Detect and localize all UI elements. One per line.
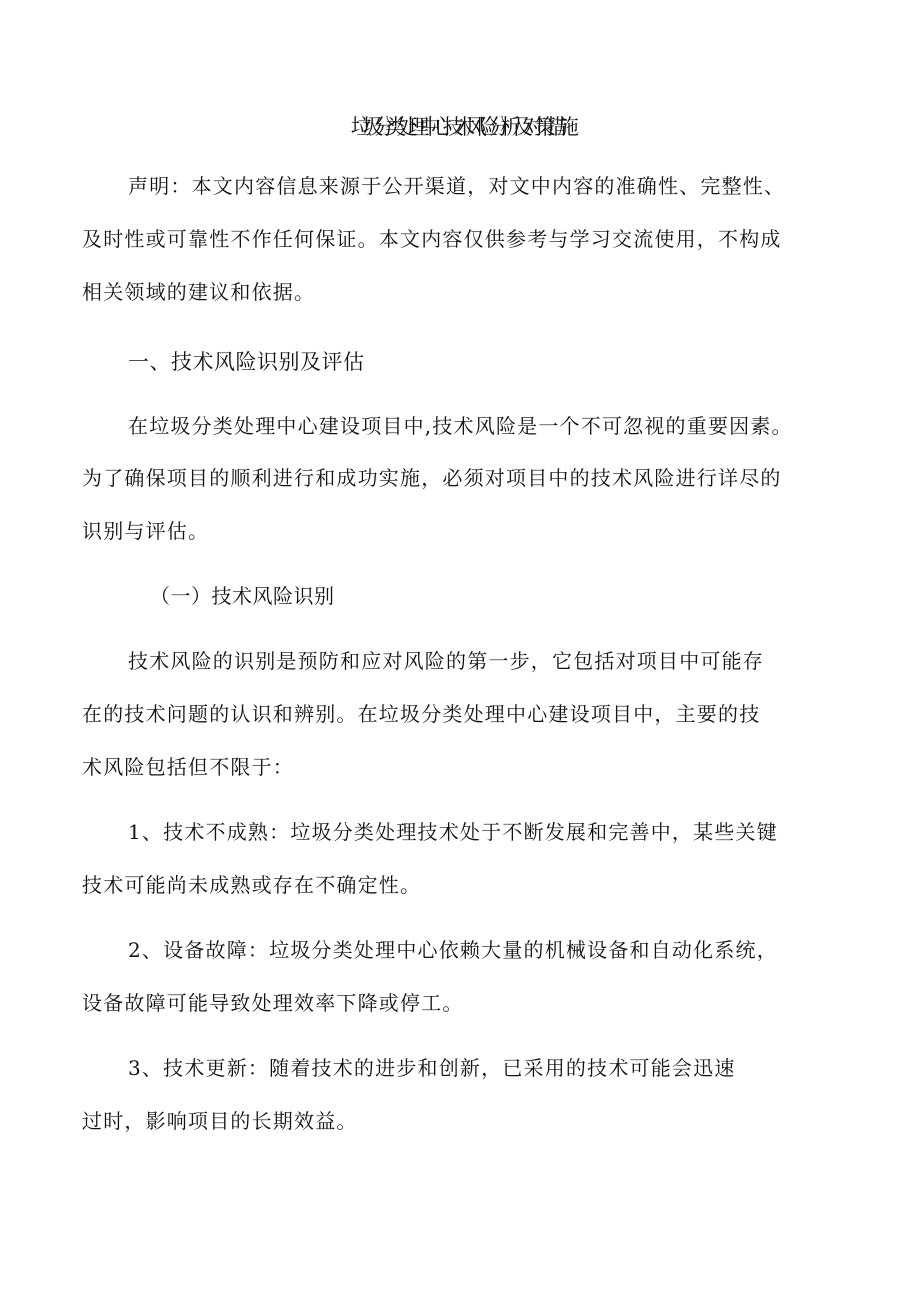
section-heading: 一、技术风险识别及评估 xyxy=(128,350,365,374)
disclaimer-line-3: 相关领域的建议和依据。 xyxy=(82,280,316,304)
list-item-1-line-2: 技术可能尚未成熟或存在不确定性。 xyxy=(82,873,422,897)
section-intro-line-1: 在垃圾分类处理中心建设项目中,技术风险是一个不可忽视的重要因素。 xyxy=(128,414,793,438)
list-item-1-line-1: 1、技术不成熟：垃圾分类处理技术处于不断发展和完善中，某些关键 xyxy=(128,820,778,844)
list-item-2-line-2: 设备故障可能导致处理效率下降或停工。 xyxy=(82,991,464,1015)
disclaimer-line-2: 及时性或可靠性不作任何保证。本文内容仅供参考与学习交流使用，不构成 xyxy=(82,227,782,251)
subsection-intro-line-3: 术风险包括但不限于： xyxy=(82,755,294,779)
section-intro-line-2: 为了确保项目的顺利进行和成功实施，必须对项目中的技术风险进行详尽的 xyxy=(82,466,782,490)
subsection-heading: （一）技术风险识别 xyxy=(150,584,335,608)
disclaimer-line-1: 声明：本文内容信息来源于公开渠道，对文中内容的准确性、完整性、 xyxy=(128,174,786,198)
list-item-3-line-2: 过时，影响项目的长期效益。 xyxy=(82,1109,358,1133)
subsection-intro-line-1: 技术风险的识别是预防和应对风险的第一步，它包括对项目中可能存 xyxy=(128,649,764,673)
subsection-intro-line-2: 在的技术问题的认识和辨别。在垃圾分类处理中心建设项目中，主要的技 xyxy=(82,702,761,726)
document-title: 垃圾分类处理中心技术风险分析及对策措施 xyxy=(350,115,570,139)
list-item-3-line-1: 3、技术更新：随着技术的进步和创新，已采用的技术可能会迅速 xyxy=(128,1056,736,1080)
list-item-2-line-1: 2、设备故障：垃圾分类处理中心依赖大量的机械设备和自动化系统， xyxy=(128,938,778,962)
section-intro-line-3: 识别与评估。 xyxy=(82,519,210,543)
